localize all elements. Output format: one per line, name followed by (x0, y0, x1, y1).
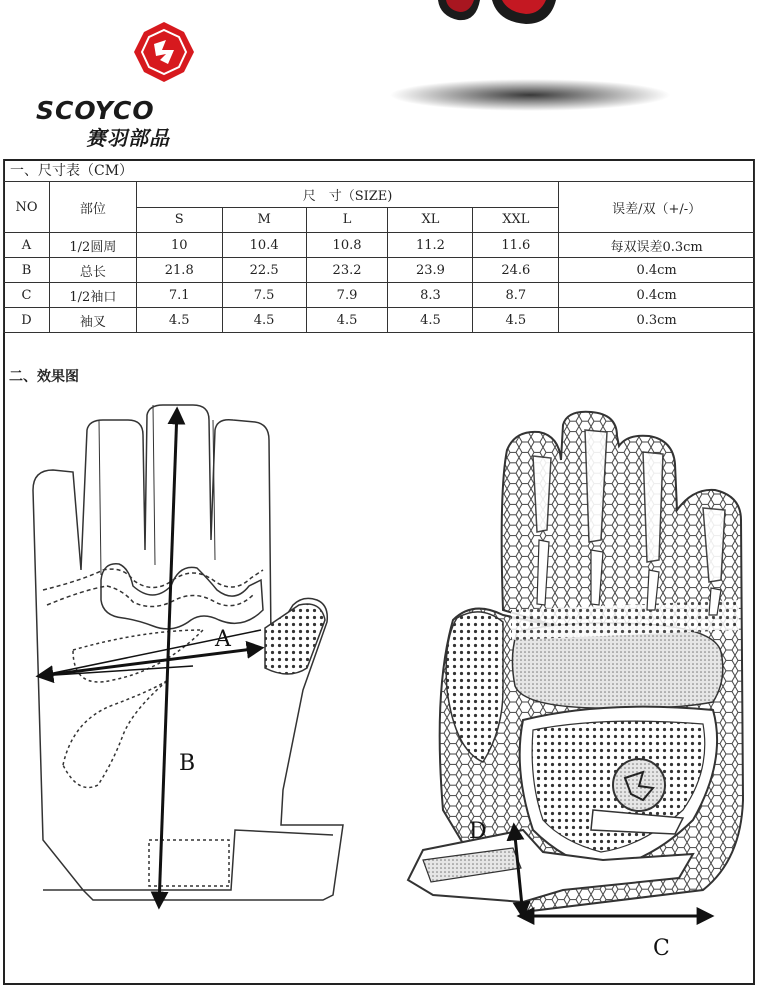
size-m: M (222, 207, 306, 233)
header-part: 部位 (49, 182, 136, 233)
row-value: 7.5 (222, 283, 306, 308)
row-value: 4.5 (136, 308, 222, 333)
row-value: 23.2 (306, 258, 388, 283)
section-title-size: 一、尺寸表（CM） (4, 159, 755, 182)
row-tolerance: 0.4cm (559, 283, 755, 308)
size-xl: XL (388, 207, 473, 233)
table-row (4, 258, 755, 283)
glove-diagram (3, 390, 755, 980)
row-value: 8.7 (473, 283, 559, 308)
brand-emblem-icon (132, 20, 196, 84)
row-tolerance: 0.4cm (559, 258, 755, 283)
row-value: 22.5 (222, 258, 306, 283)
row-part: 1/2袖口 (49, 283, 136, 308)
brand-chinese-name: 赛羽部品 (86, 126, 170, 150)
row-value: 10 (136, 233, 222, 258)
row-part: 总长 (49, 258, 136, 283)
header-size: 尺 寸（SIZE) (136, 182, 558, 208)
size-s: S (136, 207, 222, 233)
label-d: D (469, 819, 487, 844)
size-l: L (306, 207, 388, 233)
row-value: 8.3 (388, 283, 473, 308)
row-value: 11.2 (388, 233, 473, 258)
row-no: D (4, 308, 50, 333)
row-part: 袖叉 (49, 308, 136, 333)
scoyco-logo (36, 20, 206, 150)
size-table (3, 159, 755, 333)
row-tolerance: 0.3cm (559, 308, 755, 333)
header-no: NO (4, 182, 50, 233)
row-tolerance: 每双误差0.3cm (559, 233, 755, 258)
product-image-fragment (380, 0, 700, 130)
thumb-grip-pad (265, 604, 325, 674)
label-a: A (215, 627, 231, 652)
row-value: 23.9 (388, 258, 473, 283)
glove-back-view (408, 412, 743, 912)
label-c: C (653, 936, 670, 961)
row-value: 21.8 (136, 258, 222, 283)
brand-name: SCOYCO (36, 96, 155, 125)
row-value: 7.1 (136, 283, 222, 308)
section-title-effect: 二、效果图 (9, 369, 79, 385)
row-value: 4.5 (388, 308, 473, 333)
row-no: A (4, 233, 50, 258)
header-tolerance: 误差/双（+/-） (559, 182, 755, 233)
row-no: C (4, 283, 50, 308)
row-value: 10.8 (306, 233, 388, 258)
row-value: 10.4 (222, 233, 306, 258)
table-row (4, 308, 755, 333)
row-value: 4.5 (473, 308, 559, 333)
table-row (4, 233, 755, 258)
size-xxl: XXL (473, 207, 559, 233)
row-value: 4.5 (222, 308, 306, 333)
row-value: 7.9 (306, 283, 388, 308)
row-part: 1/2圆周 (49, 233, 136, 258)
row-value: 4.5 (306, 308, 388, 333)
row-value: 11.6 (473, 233, 559, 258)
table-row (4, 283, 755, 308)
label-b: B (179, 751, 196, 776)
row-no: B (4, 258, 50, 283)
row-value: 24.6 (473, 258, 559, 283)
